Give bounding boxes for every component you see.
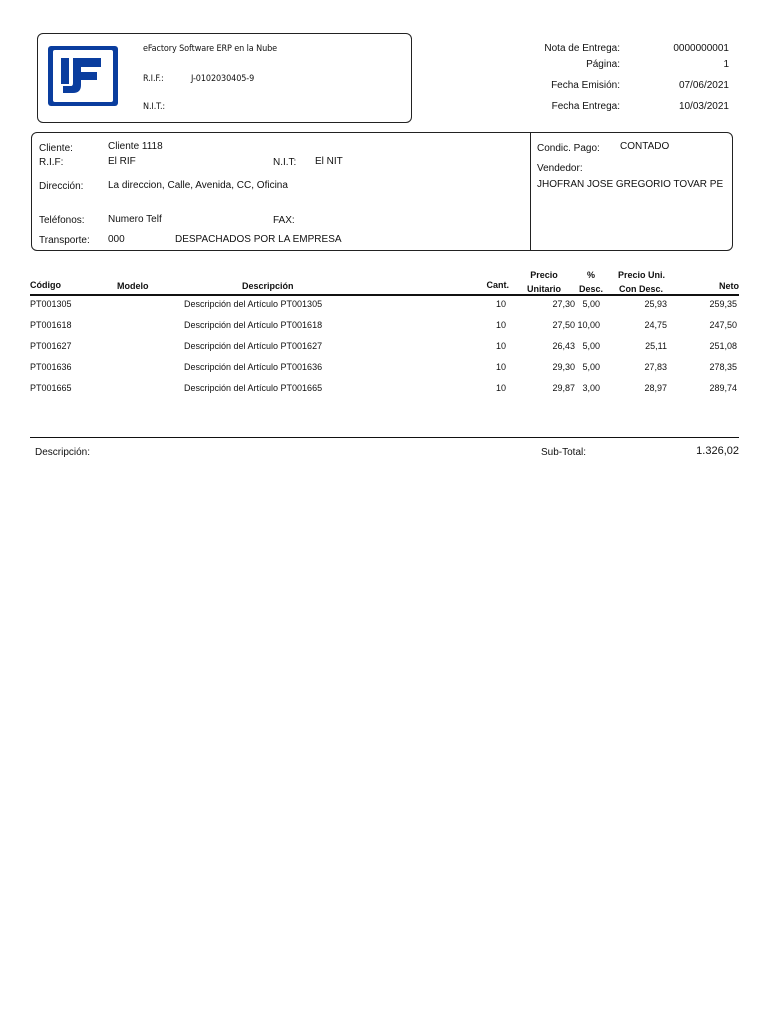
- table-row: [0, 341, 768, 362]
- fecha-entrega-value: 10/03/2021: [678, 101, 729, 112]
- transporte-code: 000: [108, 234, 125, 245]
- vendedor-label: Vendedor:: [537, 163, 583, 174]
- cell-desc: 5,00: [582, 362, 600, 372]
- cell-cant: 10: [495, 362, 506, 372]
- cell-descripcion: Descripción del Artículo PT001305: [184, 299, 323, 309]
- col-header-cant: Cant.: [486, 280, 509, 290]
- cell-desc: 10,00: [577, 320, 600, 330]
- cell-precio-unitario: 29,30: [552, 362, 575, 372]
- fax-label: FAX:: [273, 215, 295, 226]
- table-row: [0, 320, 768, 341]
- client-box-divider: [530, 133, 531, 250]
- client-nit-label: N.I.T:: [273, 157, 297, 168]
- condic-pago-label: Condic. Pago:: [537, 143, 600, 154]
- client-rif-label: R.I.F:: [39, 157, 64, 168]
- col-header-desc-2: Desc.: [578, 284, 604, 294]
- cell-precio-con-desc: 27,83: [644, 362, 667, 372]
- telefonos-value: Numero Telf: [108, 214, 162, 225]
- pagina-value: 1: [723, 59, 729, 70]
- col-header-precio-2: Unitario: [526, 284, 561, 294]
- cell-cant: 10: [495, 299, 506, 309]
- cell-neto: 247,50: [709, 320, 737, 330]
- cell-codigo: PT001665: [30, 383, 72, 393]
- direccion-value: La direccion, Calle, Avenida, CC, Oficina: [108, 180, 288, 191]
- cell-cant: 10: [495, 341, 506, 351]
- cell-neto: 251,08: [709, 341, 737, 351]
- cell-precio-con-desc: 24,75: [644, 320, 667, 330]
- company-rif-label: R.I.F.:: [143, 74, 164, 84]
- transporte-value: DESPACHADOS POR LA EMPRESA: [175, 234, 342, 245]
- cell-precio-unitario: 26,43: [552, 341, 575, 351]
- cell-precio-unitario: 27,50: [552, 320, 575, 330]
- table-row: [0, 362, 768, 383]
- cell-descripcion: Descripción del Artículo PT001627: [184, 341, 323, 351]
- col-header-precio-1: Precio: [530, 270, 558, 280]
- company-name: eFactory Software ERP en la Nube: [143, 44, 278, 54]
- direccion-label: Dirección:: [39, 181, 84, 192]
- company-rif-value: J-0102030405-9: [191, 74, 255, 84]
- col-header-precio-con-1: Precio Uni.: [618, 270, 666, 280]
- col-header-descripcion: Descripción: [242, 281, 294, 291]
- cell-codigo: PT001636: [30, 362, 72, 372]
- col-header-precio-con-2: Con Desc.: [619, 284, 664, 294]
- cell-precio-con-desc: 25,93: [644, 299, 667, 309]
- cell-codigo: PT001305: [30, 299, 72, 309]
- nota-entrega-value: 0000000001: [673, 43, 729, 54]
- cell-descripcion: Descripción del Artículo PT001618: [184, 320, 323, 330]
- table-row: [0, 383, 768, 404]
- cell-descripcion: Descripción del Artículo PT001665: [184, 383, 323, 393]
- cell-codigo: PT001618: [30, 320, 72, 330]
- col-header-neto: Neto: [719, 281, 739, 291]
- fecha-emision-label: Fecha Emisión:: [551, 80, 620, 91]
- cell-precio-unitario: 27,30: [552, 299, 575, 309]
- fecha-emision-value: 07/06/2021: [678, 80, 729, 91]
- cell-neto: 289,74: [709, 383, 737, 393]
- table-row: [0, 299, 768, 320]
- table-header-rule: [30, 294, 739, 296]
- cell-desc: 5,00: [582, 299, 600, 309]
- cell-desc: 3,00: [582, 383, 600, 393]
- cell-precio-con-desc: 25,11: [645, 341, 667, 351]
- vendedor-value: JHOFRAN JOSE GREGORIO TOVAR PE: [537, 179, 724, 190]
- cell-codigo: PT001627: [30, 341, 72, 351]
- col-header-desc-1: %: [586, 270, 595, 280]
- cell-desc: 5,00: [582, 341, 600, 351]
- condic-pago-value: CONTADO: [620, 141, 670, 152]
- company-logo: [47, 45, 119, 107]
- col-header-codigo: Código: [30, 280, 61, 290]
- fecha-entrega-label: Fecha Entrega:: [551, 101, 620, 112]
- cell-neto: 278,35: [709, 362, 737, 372]
- footer-descripcion-label: Descripción:: [35, 447, 91, 458]
- footer-rule: [30, 437, 739, 438]
- cell-precio-unitario: 29,87: [552, 383, 575, 393]
- client-nit-value: El NIT: [315, 156, 343, 167]
- cell-cant: 10: [495, 320, 506, 330]
- pagina-label: Página:: [586, 59, 620, 70]
- client-rif-value: El RIF: [108, 156, 136, 167]
- telefonos-label: Teléfonos:: [39, 215, 85, 226]
- cell-descripcion: Descripción del Artículo PT001636: [184, 362, 323, 372]
- cell-neto: 259,35: [709, 299, 737, 309]
- subtotal-label: Sub-Total:: [541, 447, 587, 458]
- nota-entrega-label: Nota de Entrega:: [544, 43, 620, 54]
- cliente-value: Cliente 1118: [108, 141, 163, 152]
- col-header-modelo: Modelo: [117, 281, 149, 291]
- company-nit-label: N.I.T.:: [143, 102, 166, 112]
- cliente-label: Cliente:: [39, 143, 73, 154]
- cell-precio-con-desc: 28,97: [644, 383, 667, 393]
- cell-cant: 10: [495, 383, 506, 393]
- transporte-label: Transporte:: [39, 235, 90, 246]
- subtotal-value: 1.326,02: [696, 445, 739, 457]
